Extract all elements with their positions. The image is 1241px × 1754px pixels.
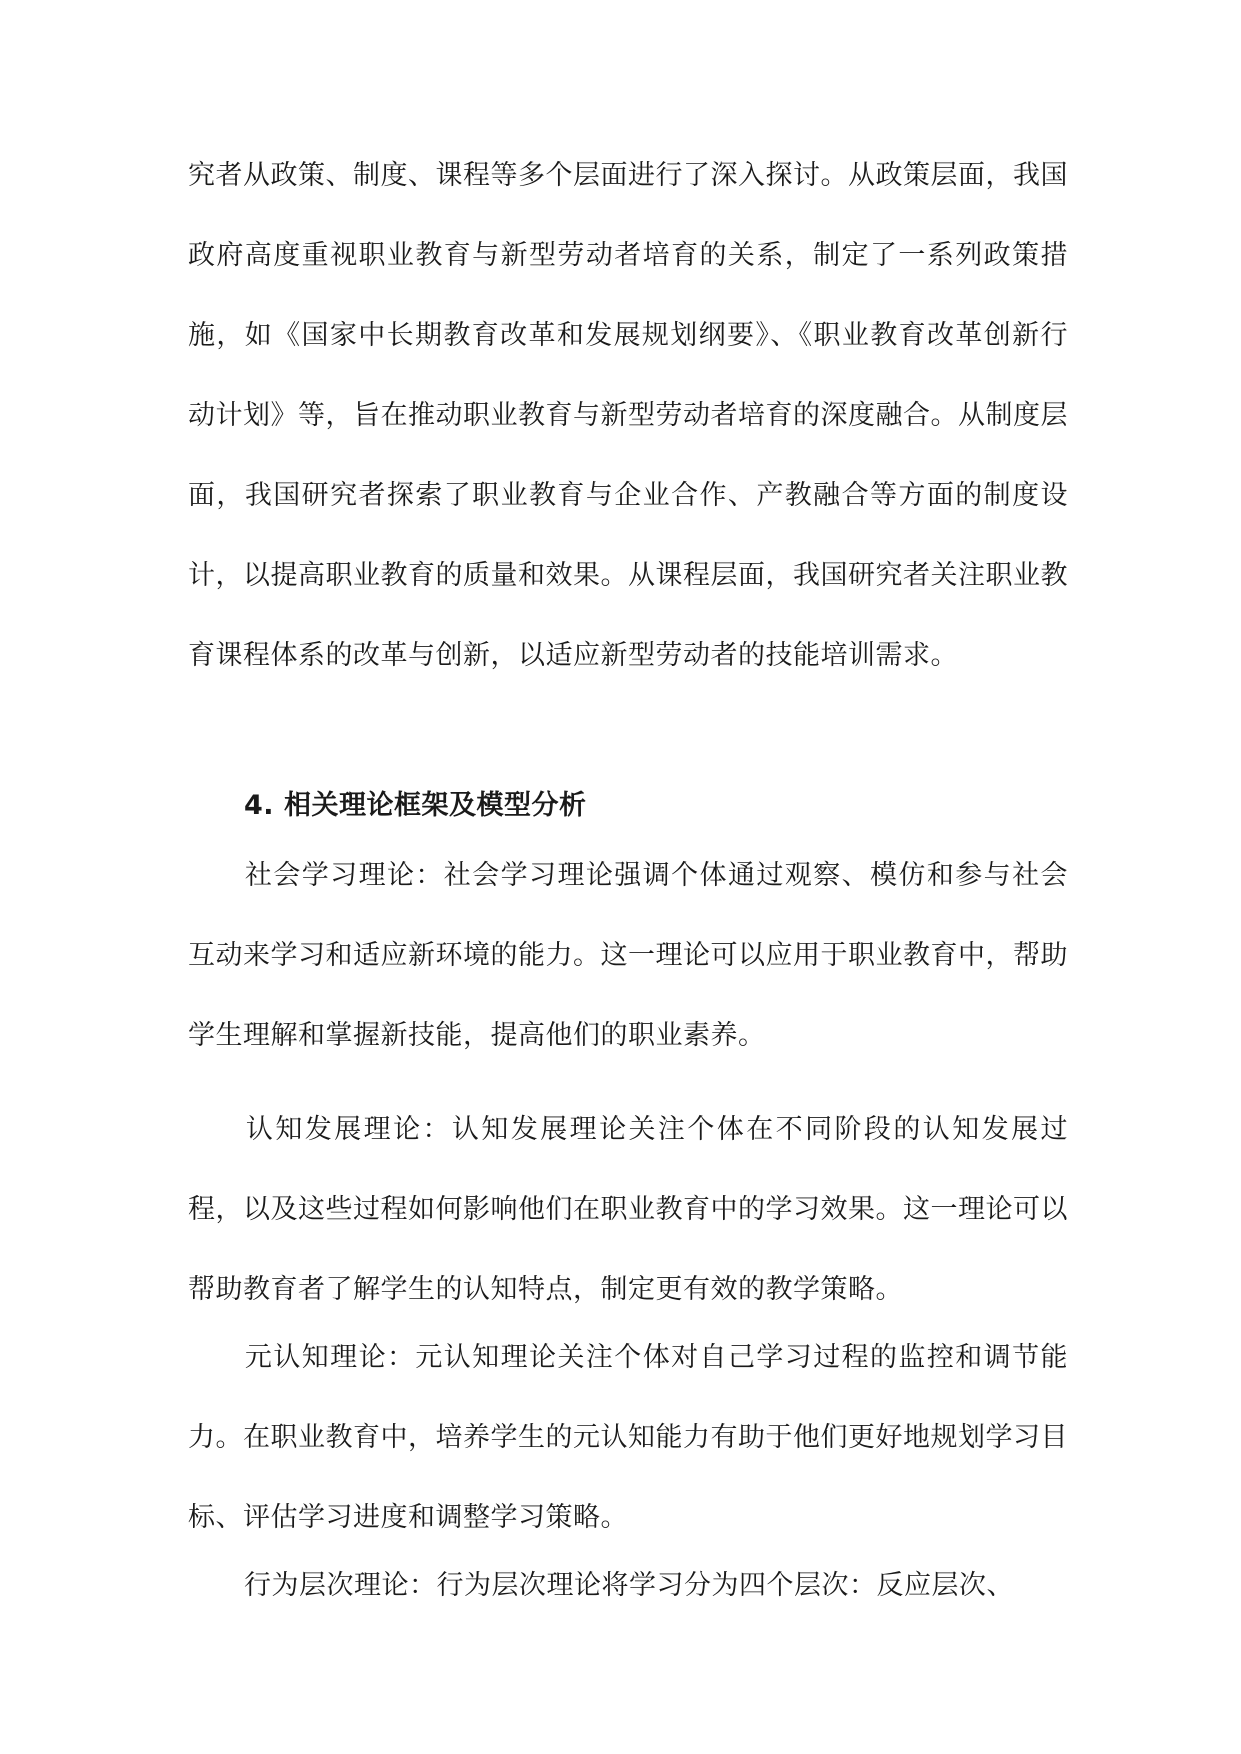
paragraph-social-learning-theory: 社会学习理论：社会学习理论强调个体通过观察、模仿和参与社会互动来学习和适应新环境的能力。这一理论可以应用于职业教育中，帮助学生理解和掌握新技能，提高他们的职业素养。 (188, 860, 1068, 1051)
paragraph-metacognition-theory: 元认知理论：元认知理论关注个体对自己学习过程的监控和调节能力。在职业教育中，培养学生的元认知能力有助于他们更好地规划学习目标、评估学习进度和调整学习策略。 (188, 1342, 1068, 1533)
paragraph-behavior-hierarchy-theory: 行为层次理论：行为层次理论将学习分为四个层次：反应层次、 (244, 1570, 1014, 1601)
paragraph-cognitive-development-theory: 认知发展理论：认知发展理论关注个体在不同阶段的认知发展过程，以及这些过程如何影响他们在职业教育中的学习效果。这一理论可以帮助教育者了解学生的认知特点，制定更有效的教学策略。 (188, 1114, 1068, 1305)
paragraph-continuation: 究者从政策、制度、课程等多个层面进行了深入探讨。从政策层面，我国政府高度重视职业教育与新型劳动者培育的关系，制定了一系列政策措施，如《国家中长期教育改革和发展规划纲要》、《职业教育改革创新行动计划》等，旨在推动职业教育与新型劳动者培育的深度融合。从制度层面，我国研究者探索了职业教育与企业合作、产教融合等方面的制度设计，以提高职业教育的质量和效果。从课程层面，我国研究者关注职业教育课程体系的改革与创新，以适应新型劳动者的技能培训需求。 (188, 160, 1068, 671)
section-heading: 4. 相关理论框架及模型分析 (244, 790, 587, 821)
